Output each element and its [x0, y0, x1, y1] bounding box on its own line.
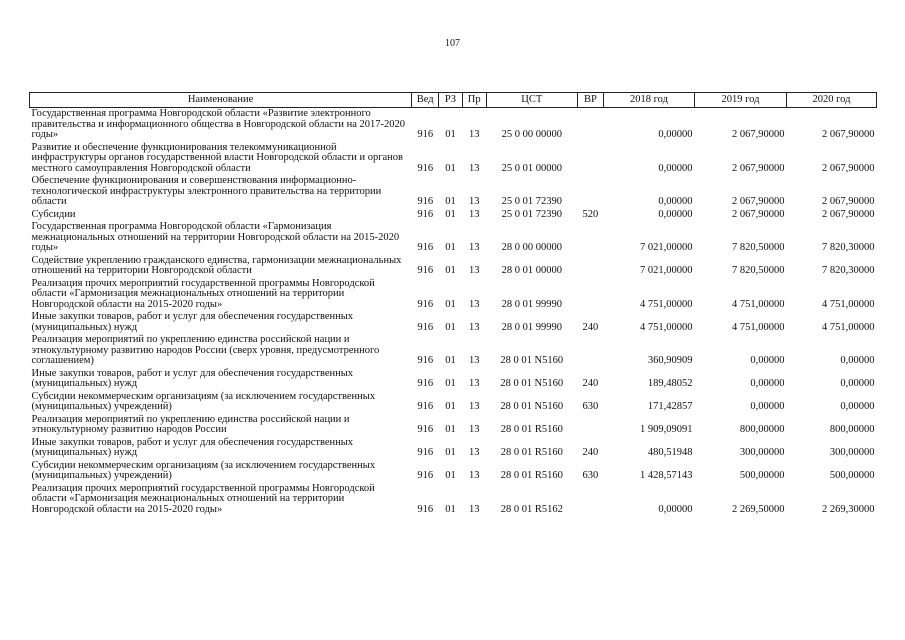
cell-name: Обеспечение функционирования и совершенствования информационно- технологической инфраструктуры электронного правительства на территории области: [31, 175, 382, 207]
header-2018: 2018 год: [604, 93, 695, 108]
cell-rz: 01: [445, 378, 456, 389]
header-name: Наименование: [30, 93, 412, 108]
cell-2019: 500,00000: [739, 470, 785, 481]
cell-ved: 916: [417, 378, 434, 389]
cell-2019: 2 067,90000: [731, 129, 785, 140]
header-vr: ВР: [577, 93, 603, 108]
page-number: 107: [445, 38, 460, 49]
cell-2019: 2 067,90000: [731, 162, 785, 174]
table-row: [30, 311, 877, 334]
cell-rz: 01: [445, 196, 456, 207]
cell-rz: 01: [445, 298, 456, 310]
cell-cst: 28 0 00 00000: [501, 242, 562, 253]
cell-2020: 2 067,90000: [822, 208, 875, 220]
cell-2019: 800,00000: [739, 424, 785, 435]
cell-pr: 13: [468, 401, 480, 412]
cell-2018: 0,00000: [658, 129, 693, 140]
cell-ved: 916: [417, 129, 434, 140]
cell-cst: 28 0 01 99990: [501, 321, 562, 333]
cell-ved: 916: [417, 424, 434, 435]
cell-2018: 7 021,00000: [639, 242, 693, 253]
cell-2020: 7 820,30000: [822, 242, 875, 253]
cell-pr: 13: [468, 470, 480, 481]
cell-pr: 13: [468, 355, 480, 366]
cell-vr: 630: [582, 401, 599, 412]
cell-2018: 1 909,09091: [639, 424, 693, 435]
cell-vr: [577, 255, 603, 278]
table-row: [30, 175, 877, 209]
cell-ved: 916: [417, 162, 434, 174]
cell-ved: 916: [417, 298, 434, 310]
cell-name: Субсидии некоммерческим организациям (за исключением государственных (муниципальных) учреждений): [31, 459, 376, 481]
cell-2019: 2 067,90000: [731, 208, 785, 220]
cell-pr: 13: [468, 162, 480, 174]
cell-vr: 240: [582, 447, 599, 458]
cell-cst: 25 0 00 00000: [501, 129, 562, 140]
table-row: [30, 278, 877, 312]
cell-name: Реализация прочих мероприятий государственной программы Новгородской области «Гармонизация межнациональных отношений на территории Новгородской области на 2015-2020 годы»: [31, 277, 375, 310]
cell-cst: 25 0 01 72390: [501, 208, 562, 220]
cell-2019: 4 751,00000: [731, 298, 785, 310]
cell-2018: 4 751,00000: [639, 321, 693, 333]
cell-vr: [577, 221, 603, 255]
cell-ved: 916: [417, 401, 434, 412]
cell-2018: 171,42857: [647, 401, 693, 412]
cell-pr: 13: [468, 208, 480, 220]
table-row: [30, 255, 877, 278]
cell-vr: [577, 142, 603, 176]
cell-2018: 4 751,00000: [639, 298, 693, 310]
cell-2018: 0,00000: [658, 162, 693, 174]
cell-cst: 28 0 01 N5160: [500, 401, 564, 412]
table-header-row: [30, 93, 877, 108]
cell-2020: 500,00000: [829, 470, 875, 481]
cell-2019: 300,00000: [739, 447, 785, 458]
cell-name: Содействие укреплению гражданского единства, гармонизации межнациональных отношений на территории Новгородской области: [31, 254, 402, 276]
cell-pr: 13: [468, 196, 480, 207]
table-row: [30, 391, 877, 414]
cell-rz: 01: [445, 401, 456, 412]
cell-cst: 28 0 01 R5162: [500, 503, 563, 515]
cell-2018: 480,51948: [647, 447, 693, 458]
cell-ved: 916: [417, 503, 434, 515]
cell-vr: 240: [582, 378, 599, 389]
cell-2020: 4 751,00000: [822, 298, 875, 310]
cell-cst: 28 0 01 R5160: [500, 470, 563, 481]
cell-rz: 01: [445, 265, 456, 276]
cell-2018: 0,00000: [658, 208, 693, 220]
cell-pr: 13: [468, 447, 480, 458]
cell-ved: 916: [417, 242, 434, 253]
cell-name: Субсидии некоммерческим организациям (за исключением государственных (муниципальных) учреждений): [31, 390, 376, 412]
cell-2019: 0,00000: [750, 401, 785, 412]
cell-2020: 300,00000: [829, 447, 875, 458]
cell-vr: 520: [582, 208, 599, 220]
header-ved: Вед: [412, 93, 439, 108]
cell-2020: 2 067,90000: [822, 129, 875, 140]
cell-2020: 2 269,30000: [822, 503, 875, 515]
cell-2018: 7 021,00000: [639, 265, 693, 276]
cell-ved: 916: [417, 355, 434, 366]
cell-vr: [577, 334, 603, 368]
cell-name: Реализация прочих мероприятий государственной программы Новгородской области «Гармонизация межнациональных отношений на территории Новгородской области на 2015-2020 годы»: [31, 482, 375, 515]
table-row: [30, 142, 877, 176]
header-2020: 2020 год: [786, 93, 876, 108]
header-2019: 2019 год: [694, 93, 786, 108]
cell-name: Государственная программа Новгородской области «Развитие электронного правительства и информационного общества в Новгородской области на 2017-2020 годы»: [31, 108, 406, 140]
table-row: [30, 414, 877, 437]
cell-2020: 7 820,30000: [822, 265, 875, 276]
cell-cst: 28 0 01 R5160: [500, 447, 563, 458]
cell-ved: 916: [417, 447, 434, 458]
table-row: [30, 108, 877, 142]
cell-pr: 13: [468, 321, 480, 333]
cell-pr: 13: [468, 265, 480, 276]
cell-2019: 2 067,90000: [731, 196, 785, 207]
table-row: [30, 460, 877, 483]
table-row: [30, 209, 877, 222]
budget-table: [29, 92, 877, 516]
cell-cst: 25 0 01 00000: [501, 162, 562, 174]
cell-2020: 0,00000: [840, 355, 875, 366]
cell-2018: 1 428,57143: [639, 470, 693, 481]
cell-name: Развитие и обеспечение функционирования телекоммуникационной инфраструктуры органов государственной власти Новгородской области и органов местного самоуправления Новгородской области: [31, 141, 403, 174]
cell-name: Реализация мероприятий по укреплению единства российской нации и этнокультурному развитию народов России (сверх уровня, предусмотренного соглашением): [31, 334, 380, 366]
cell-2019: 7 820,50000: [731, 265, 785, 276]
cell-vr: [577, 414, 603, 437]
cell-cst: 28 0 01 00000: [501, 265, 562, 276]
cell-cst: 28 0 01 N5160: [500, 355, 564, 366]
cell-name: Субсидии: [31, 208, 76, 220]
cell-2020: 4 751,00000: [822, 321, 875, 333]
cell-2020: 0,00000: [840, 378, 875, 389]
cell-2019: 7 820,50000: [731, 242, 785, 253]
table-body: [30, 108, 877, 517]
cell-cst: 25 0 01 72390: [501, 196, 562, 207]
table-row: [30, 221, 877, 255]
cell-pr: 13: [468, 298, 480, 310]
cell-name: Иные закупки товаров, работ и услуг для обеспечения государственных (муниципальных) нужд: [31, 367, 354, 389]
cell-vr: 240: [582, 321, 599, 333]
table-row: [30, 437, 877, 460]
table-row: [30, 334, 877, 368]
header-pr: Пр: [462, 93, 486, 108]
cell-vr: [577, 108, 603, 142]
cell-ved: 916: [417, 470, 434, 481]
cell-cst: 28 0 01 R5160: [500, 424, 563, 435]
cell-pr: 13: [468, 378, 480, 389]
cell-ved: 916: [417, 196, 434, 207]
header-cst: ЦСТ: [486, 93, 577, 108]
cell-rz: 01: [445, 321, 456, 333]
cell-2018: 0,00000: [658, 196, 693, 207]
cell-2020: 2 067,90000: [822, 162, 875, 174]
cell-name: Иные закупки товаров, работ и услуг для обеспечения государственных (муниципальных) нужд: [31, 311, 354, 333]
cell-name: Иные закупки товаров, работ и услуг для обеспечения государственных (муниципальных) нужд: [31, 436, 354, 458]
cell-rz: 01: [445, 503, 456, 515]
cell-cst: 28 0 01 N5160: [500, 378, 564, 389]
cell-2018: 360,90909: [647, 355, 693, 366]
cell-vr: [577, 483, 603, 517]
cell-vr: 630: [582, 470, 599, 481]
cell-pr: 13: [468, 424, 480, 435]
cell-ved: 916: [417, 208, 434, 220]
table-row: [30, 368, 877, 391]
cell-pr: 13: [468, 129, 480, 140]
cell-2020: 0,00000: [840, 401, 875, 412]
cell-2020: 800,00000: [829, 424, 875, 435]
cell-rz: 01: [445, 355, 456, 366]
cell-2018: 0,00000: [658, 503, 693, 515]
cell-rz: 01: [445, 470, 456, 481]
table-row: [30, 483, 877, 517]
cell-rz: 01: [445, 162, 456, 174]
cell-rz: 01: [445, 447, 456, 458]
cell-rz: 01: [445, 424, 456, 435]
header-rz: РЗ: [439, 93, 462, 108]
cell-2019: 2 269,50000: [731, 503, 785, 515]
cell-vr: [577, 175, 603, 209]
cell-pr: 13: [468, 242, 480, 253]
cell-ved: 916: [417, 265, 434, 276]
cell-pr: 13: [468, 503, 480, 515]
cell-cst: 28 0 01 99990: [501, 298, 562, 310]
cell-name: Реализация мероприятий по укреплению единства российской нации и этнокультурному развитию народов России: [31, 413, 350, 435]
cell-rz: 01: [445, 242, 456, 253]
cell-2019: 0,00000: [750, 378, 785, 389]
cell-ved: 916: [417, 321, 434, 333]
cell-2019: 0,00000: [750, 355, 785, 366]
cell-2019: 4 751,00000: [731, 321, 785, 333]
cell-rz: 01: [445, 129, 456, 140]
cell-2020: 2 067,90000: [822, 196, 875, 207]
cell-vr: [577, 278, 603, 312]
cell-rz: 01: [445, 208, 456, 220]
cell-name: Государственная программа Новгородской области «Гармонизация межнациональных отношений на территории Новгородской области на 2015-2020 годы»: [31, 221, 400, 253]
cell-2018: 189,48052: [647, 378, 693, 389]
